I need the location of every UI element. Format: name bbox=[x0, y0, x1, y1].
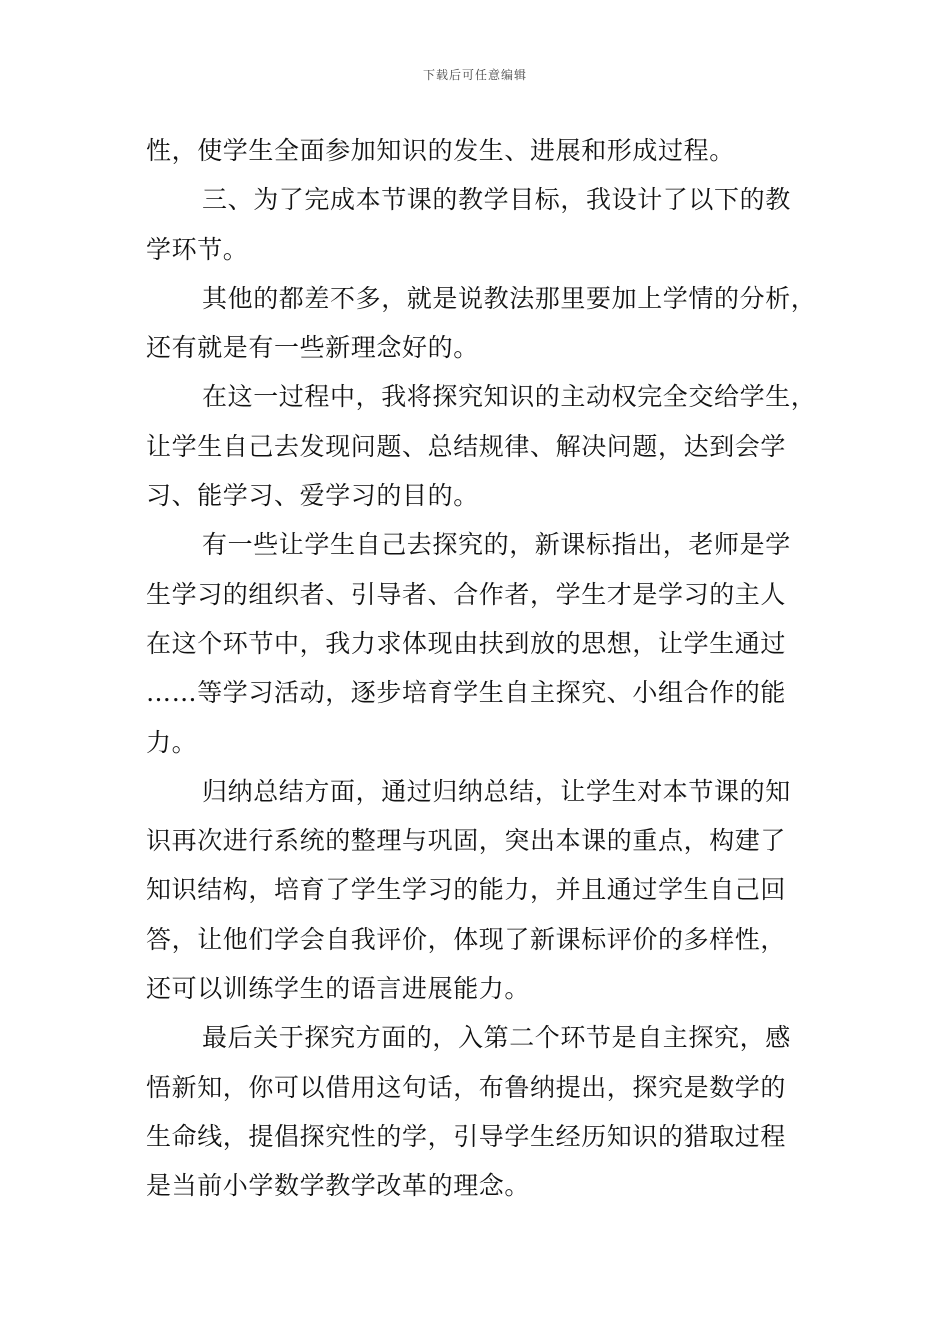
page-header: 下载后可任意编辑 bbox=[422, 68, 527, 82]
text-line: 最后关于探究方面的，入第二个环节是自主探究，感 bbox=[202, 1023, 791, 1053]
text-line: 识再次进行系统的整理与巩固，突出本课的重点，构建了 bbox=[146, 826, 787, 856]
text-line: 归纳总结方面，通过归纳总结，让学生对本节课的知 bbox=[202, 776, 791, 806]
paragraph bbox=[146, 126, 826, 175]
text-line: 力。 bbox=[146, 727, 198, 757]
text-line: 生学习的组织者、引导者、合作者，学生才是学习的主人 bbox=[146, 579, 787, 609]
paragraph bbox=[146, 767, 826, 1013]
text-line: ……等学习活动，逐步培育学生自主探究、小组合作的能 bbox=[146, 678, 787, 708]
text-line: 还可以训练学生的语言进展能力。 bbox=[146, 974, 531, 1004]
text-line: 还有就是有一些新理念好的。 bbox=[146, 333, 479, 363]
paragraph bbox=[146, 520, 826, 766]
text-line: 习、能学习、爱学习的目的。 bbox=[146, 481, 479, 511]
paragraph bbox=[146, 175, 826, 274]
text-line: 在这一过程中，我将探究知识的主动权完全交给学生， bbox=[202, 382, 817, 412]
paragraph bbox=[146, 1013, 826, 1210]
text-line: 让学生自己去发现问题、总结规律、解决问题，达到会学 bbox=[146, 431, 787, 461]
text-line: 悟新知，你可以借用这句话，布鲁纳提出，探究是数学的 bbox=[146, 1072, 787, 1102]
text-line: 是当前小学数学教学改革的理念。 bbox=[146, 1171, 531, 1201]
text-line: 在这个环节中，我力求体现由扶到放的思想，让学生通过 bbox=[146, 628, 787, 658]
paragraph bbox=[146, 372, 826, 520]
text-line: 答，让他们学会自我评价，体现了新课标评价的多样性， bbox=[146, 924, 787, 954]
text-line: 性，使学生全面参加知识的发生、进展和形成过程。 bbox=[146, 136, 735, 165]
document-body bbox=[146, 126, 826, 1211]
text-line: 学环节。 bbox=[146, 234, 249, 264]
text-line: 知识结构，培育了学生学习的能力，并且通过学生自己回 bbox=[146, 875, 787, 905]
paragraph bbox=[146, 274, 826, 373]
text-line: 三、为了完成本节课的教学目标，我设计了以下的教 bbox=[202, 185, 791, 215]
text-line: 生命线，提倡探究性的学，引导学生经历知识的猎取过程 bbox=[146, 1121, 787, 1151]
text-line: 其他的都差不多，就是说教法那里要加上学情的分析， bbox=[202, 283, 817, 313]
text-line: 有一些让学生自己去探究的，新课标指出，老师是学 bbox=[202, 530, 791, 560]
